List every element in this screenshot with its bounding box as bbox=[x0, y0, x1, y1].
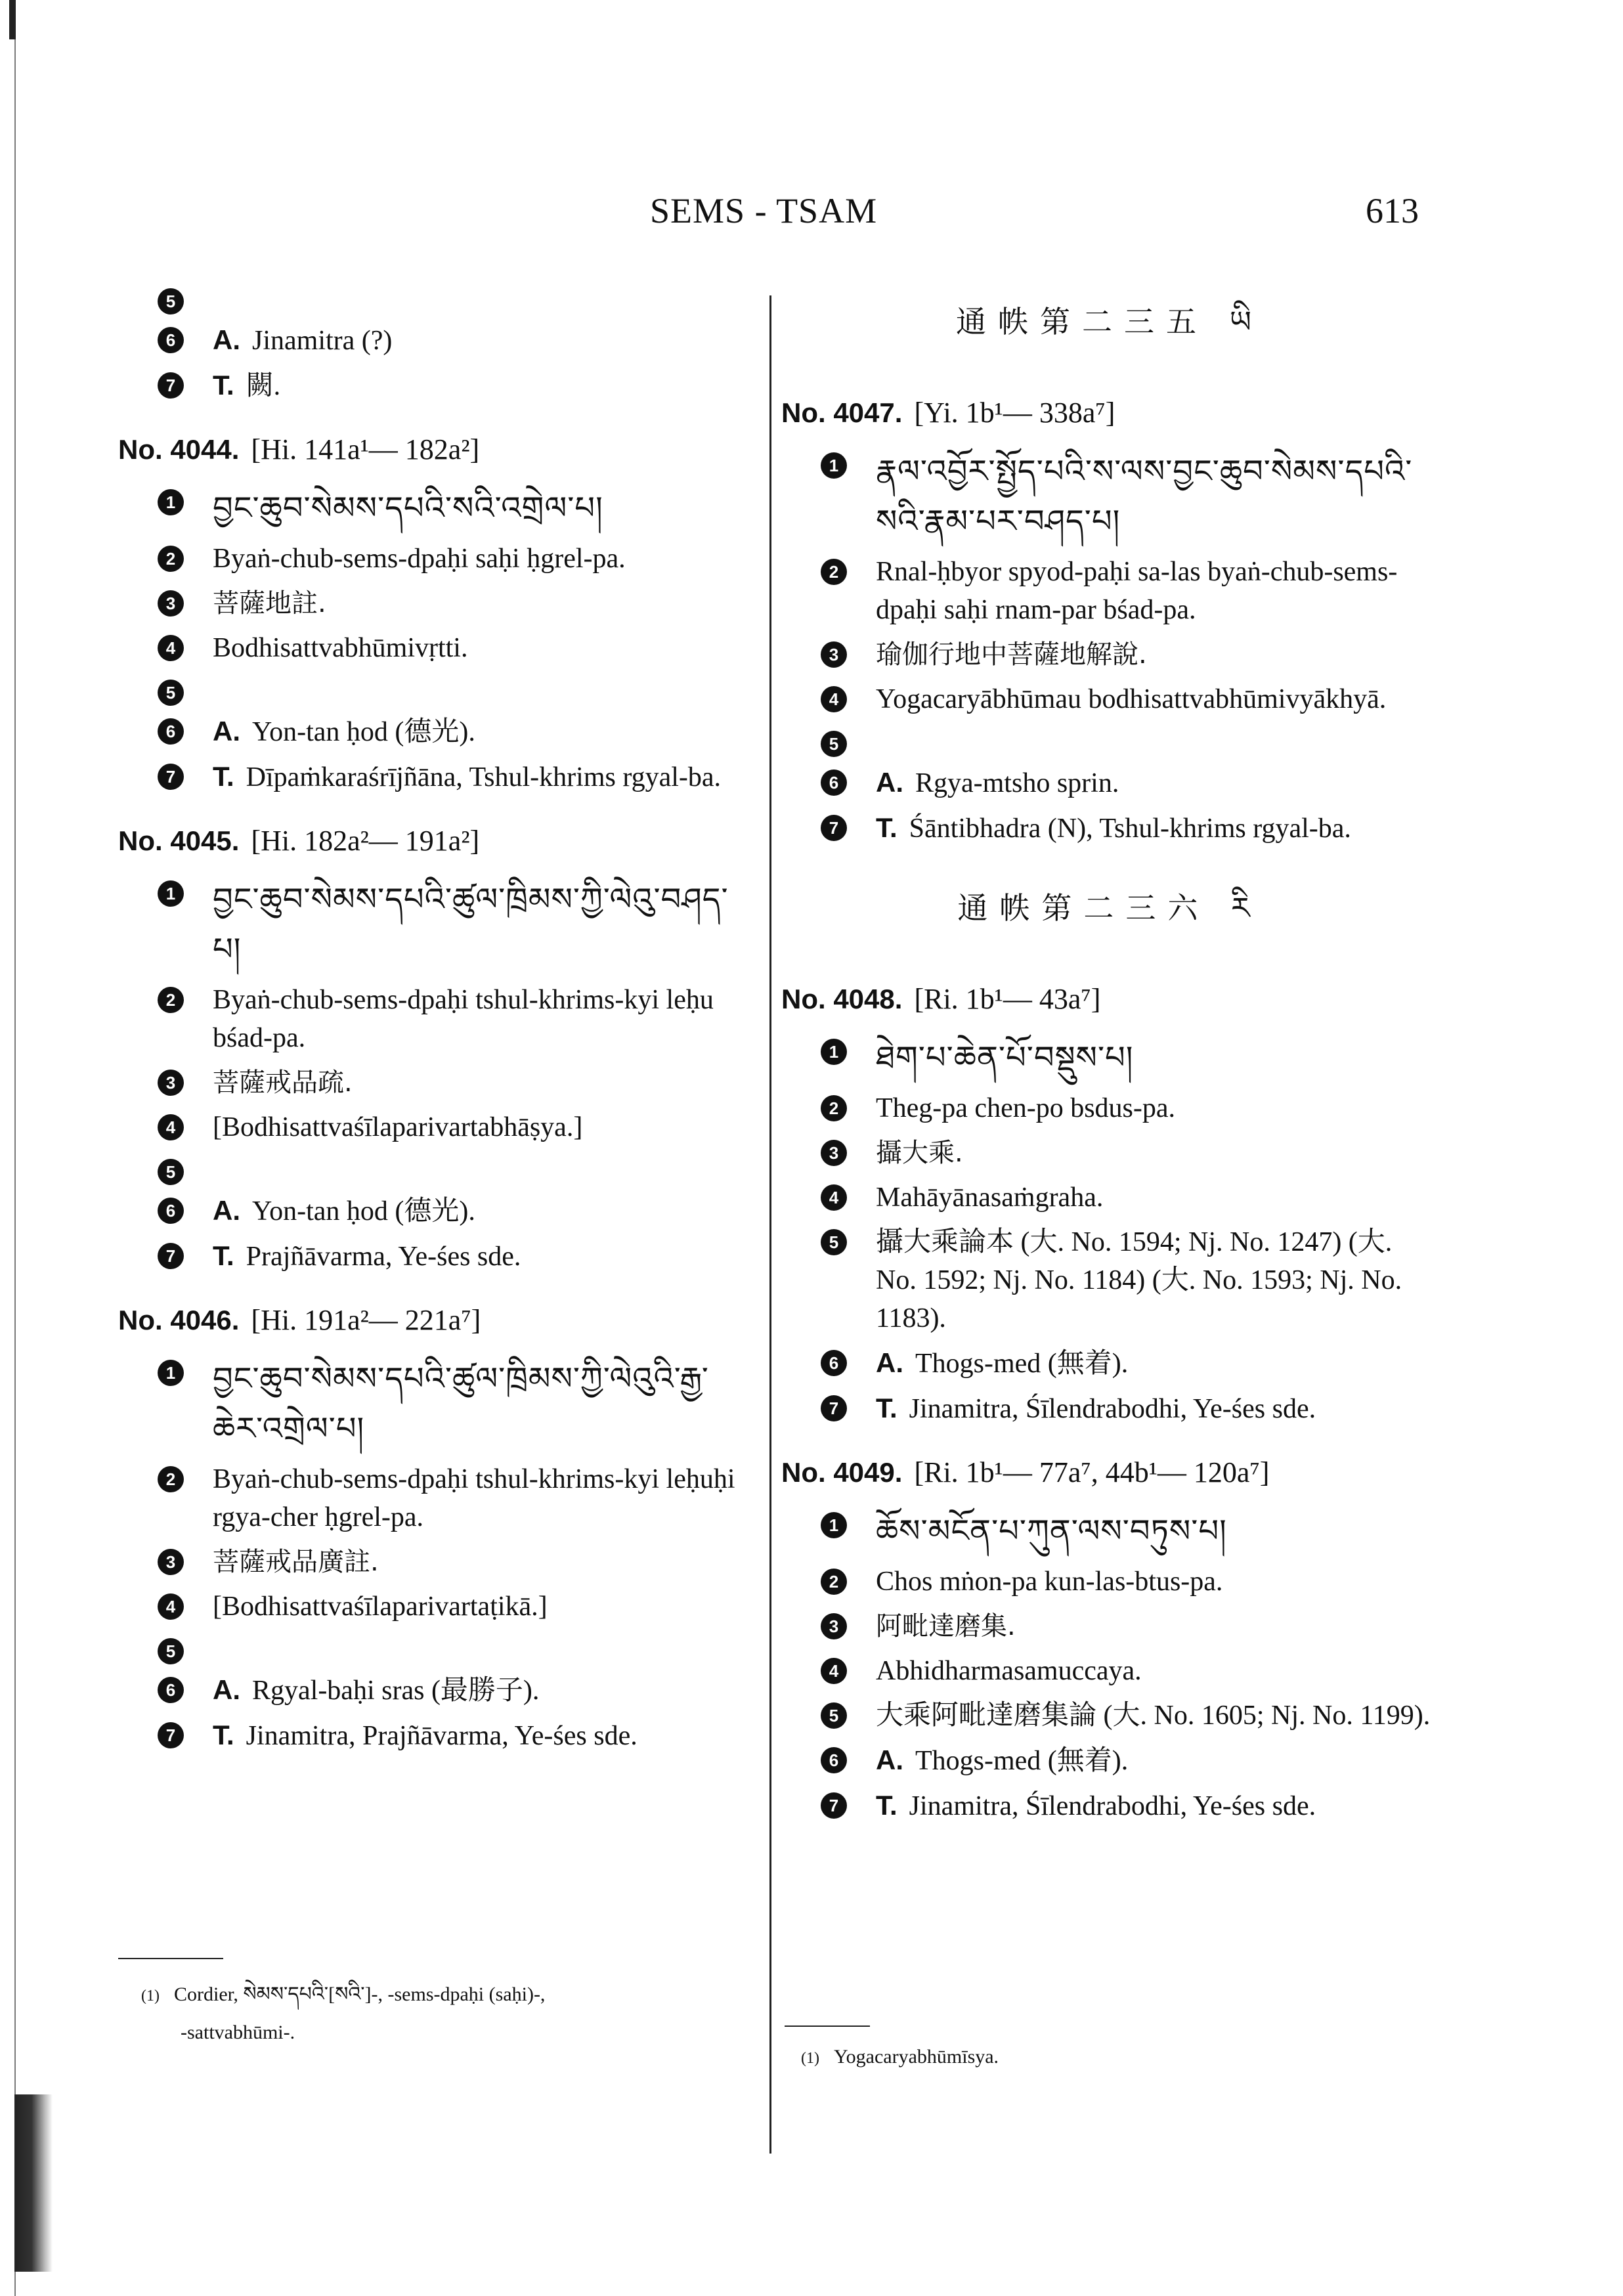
field-marker: 2 bbox=[158, 546, 184, 572]
field-marker: 1 bbox=[821, 1512, 847, 1538]
entry-number: No. 4047. bbox=[781, 397, 903, 428]
field-text bbox=[876, 1607, 1438, 1645]
entry-number: No. 4049. bbox=[781, 1457, 903, 1488]
field-text bbox=[213, 1460, 748, 1536]
field-text bbox=[213, 875, 748, 974]
entry-heading bbox=[781, 982, 1438, 1016]
entry-field-row bbox=[781, 1223, 1438, 1337]
entry-field-row bbox=[118, 1632, 748, 1664]
field-value: Theg-pa chen-po bsdus-pa. bbox=[876, 1093, 1176, 1123]
field-value: [Bodhisattvaśīlaparivartabhāṣya.] bbox=[213, 1112, 583, 1142]
entry-field-row bbox=[781, 636, 1438, 674]
left-footnote bbox=[141, 1976, 758, 2051]
field-text bbox=[213, 1588, 748, 1626]
entry-field-row bbox=[118, 366, 748, 405]
folio-reference: [Ri. 1b¹— 77a⁷, 44b¹— 120a⁷] bbox=[914, 1456, 1270, 1488]
page-edge-mark bbox=[9, 0, 16, 39]
field-marker: 6 bbox=[821, 769, 847, 796]
field-marker: 6 bbox=[821, 1747, 847, 1773]
column-divider bbox=[769, 295, 771, 2154]
entry-field-row bbox=[781, 1607, 1438, 1645]
field-value: Rgya-mtsho sprin. bbox=[915, 768, 1119, 798]
field-text bbox=[213, 981, 748, 1057]
right-footnote-rule bbox=[785, 2025, 870, 2027]
field-value: Mahāyānasaṁgraha. bbox=[876, 1182, 1104, 1213]
field-marker: 5 bbox=[821, 731, 847, 757]
field-value: བྱང་ཆུབ་སེམས་དཔའི་སའི་འགྲེལ་པ། bbox=[213, 490, 603, 527]
entry-field-row bbox=[781, 809, 1438, 848]
field-text bbox=[213, 584, 748, 622]
field-text bbox=[876, 1697, 1438, 1735]
field-label: A. bbox=[213, 716, 240, 747]
field-marker: 7 bbox=[821, 1792, 847, 1819]
entry-heading bbox=[781, 396, 1438, 429]
entry-field-row bbox=[781, 725, 1438, 757]
entry-field-row bbox=[118, 629, 748, 667]
entry-field-row bbox=[781, 1389, 1438, 1428]
field-value: Rnal-ḥbyor spyod-paḥi sa-las byaṅ-chub-sems-dpaḥi saḥi rnam-par bśad-pa. bbox=[876, 557, 1398, 625]
volume-header: 通帙第二三六 རི bbox=[957, 890, 1262, 926]
entry-field-row bbox=[118, 1192, 748, 1230]
field-value: 攝大乘. bbox=[876, 1138, 963, 1168]
entry-field-row bbox=[118, 540, 748, 578]
field-marker: 5 bbox=[158, 288, 184, 314]
field-marker: 4 bbox=[158, 1593, 184, 1620]
catalogue-entry bbox=[118, 433, 748, 796]
entry-field-row bbox=[781, 1652, 1438, 1690]
field-marker: 3 bbox=[158, 590, 184, 617]
footnote-text: Yogacaryabhūmīsya. bbox=[833, 2046, 999, 2068]
field-label: A. bbox=[876, 1347, 903, 1378]
entry-field-row bbox=[781, 1563, 1438, 1601]
field-text bbox=[876, 809, 1438, 848]
entry-heading bbox=[118, 824, 748, 857]
left-column bbox=[118, 282, 748, 1783]
left-footnote-line-2 bbox=[181, 2014, 758, 2051]
entry-field-row bbox=[781, 764, 1438, 802]
field-value: Thogs-med (無着). bbox=[915, 1349, 1129, 1379]
folio-reference: [Yi. 1b¹— 338a⁷] bbox=[914, 397, 1115, 429]
field-value: Byaṅ-chub-sems-dpaḥi saḥi ḥgrel-pa. bbox=[213, 544, 626, 574]
field-value: Rgyal-baḥi sras (最勝子). bbox=[252, 1676, 540, 1706]
field-text bbox=[876, 1033, 1438, 1083]
field-text bbox=[876, 1652, 1438, 1690]
field-marker: 4 bbox=[158, 1114, 184, 1140]
field-marker: 3 bbox=[158, 1549, 184, 1575]
field-text bbox=[213, 712, 748, 751]
field-text bbox=[876, 1089, 1438, 1127]
entry-field-row bbox=[781, 553, 1438, 629]
field-text bbox=[213, 321, 748, 360]
field-text bbox=[876, 446, 1438, 546]
entry-field-row bbox=[118, 282, 748, 314]
field-value: [Bodhisattvaśīlaparivartaṭikā.] bbox=[213, 1592, 548, 1622]
field-text bbox=[213, 483, 748, 533]
field-marker: 1 bbox=[158, 489, 184, 515]
field-marker: 1 bbox=[821, 452, 847, 479]
field-text bbox=[213, 1064, 748, 1102]
field-value: 大乘阿毗達磨集論 (大. No. 1605; Nj. No. 1199). bbox=[876, 1700, 1431, 1731]
field-text bbox=[213, 1716, 748, 1755]
entry-field-row bbox=[781, 1344, 1438, 1383]
field-marker: 3 bbox=[821, 641, 847, 668]
field-value: བྱང་ཆུབ་སེམས་དཔའི་ཚུལ་ཁྲིམས་ཀྱི་ལེའུ་བཤད་པ། bbox=[213, 881, 729, 968]
field-text bbox=[213, 758, 748, 796]
folio-reference: [Hi. 141a¹— 182a²] bbox=[251, 433, 480, 466]
catalogue-entry bbox=[118, 1303, 748, 1755]
left-footnote-line-1 bbox=[141, 1976, 758, 2014]
field-marker: 2 bbox=[821, 1095, 847, 1121]
footnote-text: Cordier, སེམས་དཔའི་[སའི་]-, -sems-dpaḥi (saḥi)-, bbox=[173, 1983, 546, 2005]
field-marker: 6 bbox=[158, 1198, 184, 1224]
field-marker: 4 bbox=[821, 686, 847, 712]
field-value: Jinamitra, Śīlendrabodhi, Ye-śes sde. bbox=[909, 1394, 1316, 1424]
field-value: Jinamitra, Śīlendrabodhi, Ye-śes sde. bbox=[909, 1791, 1316, 1821]
field-marker: 5 bbox=[158, 680, 184, 706]
field-label: T. bbox=[876, 812, 898, 843]
footnote-mark: (1) bbox=[801, 2050, 819, 2067]
field-value: 菩薩戒品疏. bbox=[213, 1068, 353, 1098]
catalogue-entry bbox=[781, 396, 1438, 848]
field-label: A. bbox=[876, 1744, 903, 1775]
field-label: T. bbox=[213, 1240, 234, 1271]
field-label: A. bbox=[213, 1674, 240, 1705]
field-label: A. bbox=[876, 767, 903, 798]
running-title: SEMS - TSAM bbox=[650, 191, 878, 230]
field-marker: 4 bbox=[821, 1184, 847, 1211]
field-text bbox=[876, 1134, 1438, 1172]
folio-reference: [Ri. 1b¹— 43a⁷] bbox=[914, 983, 1101, 1015]
field-marker: 7 bbox=[821, 1395, 847, 1421]
field-marker: 2 bbox=[821, 1569, 847, 1595]
field-value: Śāntibhadra (N), Tshul-khrims rgyal-ba. bbox=[909, 813, 1351, 844]
field-marker: 5 bbox=[821, 1229, 847, 1255]
field-value: 阿毗達磨集. bbox=[876, 1611, 1016, 1641]
field-text bbox=[213, 1192, 748, 1230]
field-value: རྣལ་འབྱོར་སྤྱོད་པའི་ས་ལས་བྱང་ཆུབ་སེམས་དཔའི་སའི་རྣམ་པར་བཤད་པ། bbox=[876, 453, 1413, 540]
field-value: Chos mṅon-pa kun-las-btus-pa. bbox=[876, 1567, 1223, 1597]
entry-field-row bbox=[781, 1179, 1438, 1217]
entry-field-row bbox=[118, 1543, 748, 1581]
field-marker: 7 bbox=[821, 815, 847, 841]
catalogue-entry bbox=[781, 1456, 1438, 1825]
entry-number: No. 4046. bbox=[118, 1305, 240, 1335]
entry-field-row bbox=[118, 1588, 748, 1626]
entry-field-row bbox=[118, 483, 748, 533]
field-marker: 5 bbox=[821, 1702, 847, 1729]
entry-field-row bbox=[118, 875, 748, 974]
field-marker: 3 bbox=[821, 1140, 847, 1166]
field-marker: 2 bbox=[158, 987, 184, 1013]
field-text bbox=[876, 636, 1438, 674]
entry-heading bbox=[781, 1456, 1438, 1489]
field-text bbox=[876, 1389, 1438, 1428]
field-marker: 7 bbox=[158, 372, 184, 399]
field-marker: 4 bbox=[821, 1658, 847, 1684]
entry-field-row bbox=[118, 712, 748, 751]
entry-field-row bbox=[781, 1787, 1438, 1825]
field-label: A. bbox=[213, 324, 240, 355]
field-value: བྱང་ཆུབ་སེམས་དཔའི་ཚུལ་ཁྲིམས་ཀྱི་ལེའུའི་རྒྱ་ཆེར་འགྲེལ་པ། bbox=[213, 1360, 709, 1447]
footnote-mark: (1) bbox=[141, 1987, 160, 2004]
field-text bbox=[213, 1237, 748, 1276]
entry-field-row bbox=[118, 1108, 748, 1146]
page-number: 613 bbox=[1366, 191, 1419, 230]
entry-field-row bbox=[118, 1153, 748, 1185]
folio-reference: [Hi. 191a²— 221a⁷] bbox=[251, 1304, 481, 1336]
entry-field-row bbox=[118, 1460, 748, 1536]
field-marker: 7 bbox=[158, 1722, 184, 1748]
field-value: Prajñāvarma, Ye-śes sde. bbox=[246, 1242, 521, 1272]
field-text bbox=[876, 680, 1438, 718]
field-marker: 6 bbox=[821, 1350, 847, 1376]
field-label: A. bbox=[213, 1195, 240, 1226]
entry-heading bbox=[118, 1303, 748, 1337]
field-value: Jinamitra, Prajñāvarma, Ye-śes sde. bbox=[246, 1721, 638, 1751]
field-text bbox=[876, 1344, 1438, 1383]
field-text bbox=[876, 1223, 1438, 1337]
field-text bbox=[876, 553, 1438, 629]
folio-reference: [Hi. 182a²— 191a²] bbox=[251, 825, 480, 857]
field-value: Bodhisattvabhūmivṛtti. bbox=[213, 633, 468, 663]
field-text bbox=[213, 1671, 748, 1710]
field-marker: 6 bbox=[158, 1677, 184, 1703]
field-label: T. bbox=[876, 1790, 898, 1821]
catalogue-entry bbox=[781, 982, 1438, 1428]
field-marker: 3 bbox=[821, 1613, 847, 1639]
field-marker: 4 bbox=[158, 635, 184, 661]
entry-field-row bbox=[781, 1697, 1438, 1735]
footnote-text: -sattvabhūmi-. bbox=[181, 2022, 295, 2043]
continued-entry bbox=[118, 282, 748, 405]
field-value: Byaṅ-chub-sems-dpaḥi tshul-khrims-kyi leḥuḥi rgya-cher ḥgrel-pa. bbox=[213, 1464, 735, 1532]
entry-field-row bbox=[781, 446, 1438, 546]
field-text bbox=[876, 764, 1438, 802]
field-marker: 6 bbox=[158, 718, 184, 745]
field-text bbox=[876, 1506, 1438, 1556]
field-marker: 7 bbox=[158, 764, 184, 790]
entry-field-row bbox=[118, 1354, 748, 1454]
field-text bbox=[876, 1741, 1438, 1780]
field-marker: 5 bbox=[158, 1638, 184, 1664]
running-head bbox=[0, 190, 1623, 243]
field-label: T. bbox=[213, 1720, 234, 1750]
entry-number: No. 4048. bbox=[781, 984, 903, 1014]
field-value: Abhidharmasamuccaya. bbox=[876, 1656, 1142, 1686]
field-value: Thogs-med (無着). bbox=[915, 1746, 1129, 1776]
volume-header: 通帙第二三五 ཡི bbox=[956, 304, 1263, 339]
field-text bbox=[213, 1543, 748, 1581]
entry-field-row bbox=[781, 680, 1438, 718]
field-marker: 3 bbox=[158, 1070, 184, 1096]
entry-field-row bbox=[118, 1716, 748, 1755]
binding-shadow bbox=[14, 2094, 53, 2272]
field-value: 菩薩戒品廣註. bbox=[213, 1547, 379, 1577]
entry-field-row bbox=[118, 1064, 748, 1102]
field-value: Dīpaṁkaraśrījñāna, Tshul-khrims rgyal-ba. bbox=[246, 762, 722, 792]
field-text bbox=[213, 1354, 748, 1454]
right-footnote bbox=[801, 2039, 1392, 2077]
left-footnote-rule bbox=[118, 1958, 223, 1959]
field-value: ཐེག་པ་ཆེན་པོ་བསྡུས་པ། bbox=[876, 1039, 1134, 1076]
field-value: 攝大乘論本 (大. No. 1594; Nj. No. 1247) (大. No. 1592; Nj. No. 1184) (大. No. 1593; Nj. No. 1183). bbox=[876, 1227, 1402, 1333]
field-value: ཆོས་མངོན་པ་ཀུན་ལས་བཏུས་པ། bbox=[876, 1513, 1227, 1549]
entry-number: No. 4044. bbox=[118, 434, 240, 465]
entry-field-row bbox=[781, 1134, 1438, 1172]
field-text bbox=[213, 540, 748, 578]
field-value: Yogacaryābhūmau bodhisattvabhūmivyākhyā. bbox=[876, 684, 1387, 714]
field-value: 闕. bbox=[246, 371, 281, 401]
field-label: T. bbox=[876, 1393, 898, 1423]
entry-field-row bbox=[118, 758, 748, 796]
field-value: Jinamitra (?) bbox=[252, 326, 393, 356]
field-value: Byaṅ-chub-sems-dpaḥi tshul-khrims-kyi leḥu bśad-pa. bbox=[213, 985, 714, 1053]
field-value: 菩薩地註. bbox=[213, 588, 326, 618]
field-label: T. bbox=[213, 370, 234, 401]
field-marker: 1 bbox=[158, 880, 184, 907]
entry-field-row bbox=[781, 1506, 1438, 1556]
entry-field-row bbox=[118, 584, 748, 622]
entry-field-row bbox=[118, 321, 748, 360]
field-marker: 2 bbox=[821, 559, 847, 585]
field-text bbox=[876, 1179, 1438, 1217]
entry-field-row bbox=[118, 981, 748, 1057]
field-marker: 1 bbox=[821, 1039, 847, 1065]
entry-field-row bbox=[118, 674, 748, 706]
page-edge-line bbox=[14, 0, 16, 2296]
entry-heading bbox=[118, 433, 748, 466]
field-label: T. bbox=[213, 761, 234, 792]
field-text bbox=[876, 1563, 1438, 1601]
entry-field-row bbox=[118, 1671, 748, 1710]
entry-number: No. 4045. bbox=[118, 825, 240, 856]
entry-field-row bbox=[781, 1033, 1438, 1083]
field-marker: 5 bbox=[158, 1159, 184, 1185]
field-marker: 7 bbox=[158, 1243, 184, 1269]
catalogue-entry bbox=[118, 824, 748, 1276]
field-value: Yon-tan ḥod (德光). bbox=[252, 1196, 475, 1226]
field-marker: 2 bbox=[158, 1466, 184, 1492]
entry-field-row bbox=[781, 1741, 1438, 1780]
field-text bbox=[213, 629, 748, 667]
entry-field-row bbox=[118, 1237, 748, 1276]
field-value: 瑜伽行地中菩薩地解說. bbox=[876, 639, 1147, 670]
field-value: Yon-tan ḥod (德光). bbox=[252, 717, 475, 747]
field-marker: 1 bbox=[158, 1360, 184, 1386]
field-marker: 6 bbox=[158, 327, 184, 353]
field-text bbox=[213, 1108, 748, 1146]
field-text bbox=[213, 366, 748, 405]
right-column bbox=[781, 282, 1438, 1853]
field-text bbox=[876, 1787, 1438, 1825]
entry-field-row bbox=[781, 1089, 1438, 1127]
